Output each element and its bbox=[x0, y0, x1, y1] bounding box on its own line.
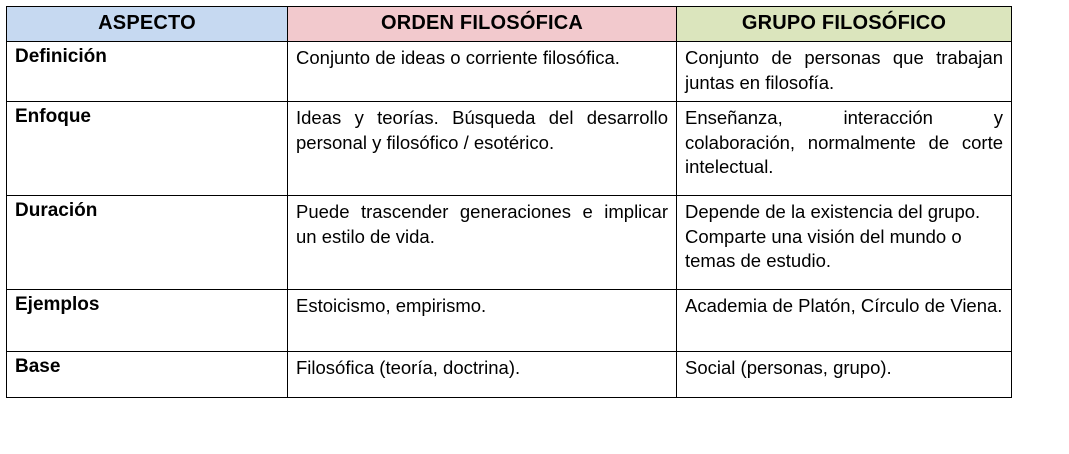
row-orden-cell: Puede trascender generaciones e implicar un estilo de vida. bbox=[288, 196, 677, 290]
table-row bbox=[7, 352, 1012, 398]
table-header-row bbox=[7, 7, 1012, 42]
row-orden-cell: Filosófica (teoría, doctrina). bbox=[288, 352, 677, 398]
row-grupo-cell: Enseñanza, interacción y colaboración, normalmente de corte intelectual. bbox=[677, 102, 1012, 196]
column-header-orden-filosofica: ORDEN FILOSÓFICA bbox=[288, 7, 677, 42]
row-orden-cell: Ideas y teorías. Búsqueda del desarrollo personal y filosófico / esotérico. bbox=[288, 102, 677, 196]
row-grupo-cell: Academia de Platón, Círculo de Viena. bbox=[677, 290, 1012, 352]
table-row bbox=[7, 42, 1012, 102]
column-header-grupo-filosofico: GRUPO FILOSÓFICO bbox=[677, 7, 1012, 42]
row-aspect-label: Ejemplos bbox=[7, 290, 288, 352]
row-aspect-label: Base bbox=[7, 352, 288, 398]
column-header-aspecto: ASPECTO bbox=[7, 7, 288, 42]
row-aspect-label: Enfoque bbox=[7, 102, 288, 196]
table-body bbox=[7, 42, 1012, 398]
table-header bbox=[7, 7, 1012, 42]
row-orden-cell: Estoicismo, empirismo. bbox=[288, 290, 677, 352]
table-row bbox=[7, 290, 1012, 352]
row-grupo-cell: Social (personas, grupo). bbox=[677, 352, 1012, 398]
row-aspect-label: Definición bbox=[7, 42, 288, 102]
row-grupo-cell: Depende de la existencia del grupo. Comparte una visión del mundo o temas de estudio. bbox=[677, 196, 1012, 290]
comparison-table bbox=[6, 6, 1012, 398]
document-canvas bbox=[0, 6, 1069, 454]
row-aspect-label: Duración bbox=[7, 196, 288, 290]
row-grupo-cell: Conjunto de personas que trabajan juntas en filosofía. bbox=[677, 42, 1012, 102]
table-row bbox=[7, 102, 1012, 196]
row-orden-cell: Conjunto de ideas o corriente filosófica. bbox=[288, 42, 677, 102]
table-row bbox=[7, 196, 1012, 290]
